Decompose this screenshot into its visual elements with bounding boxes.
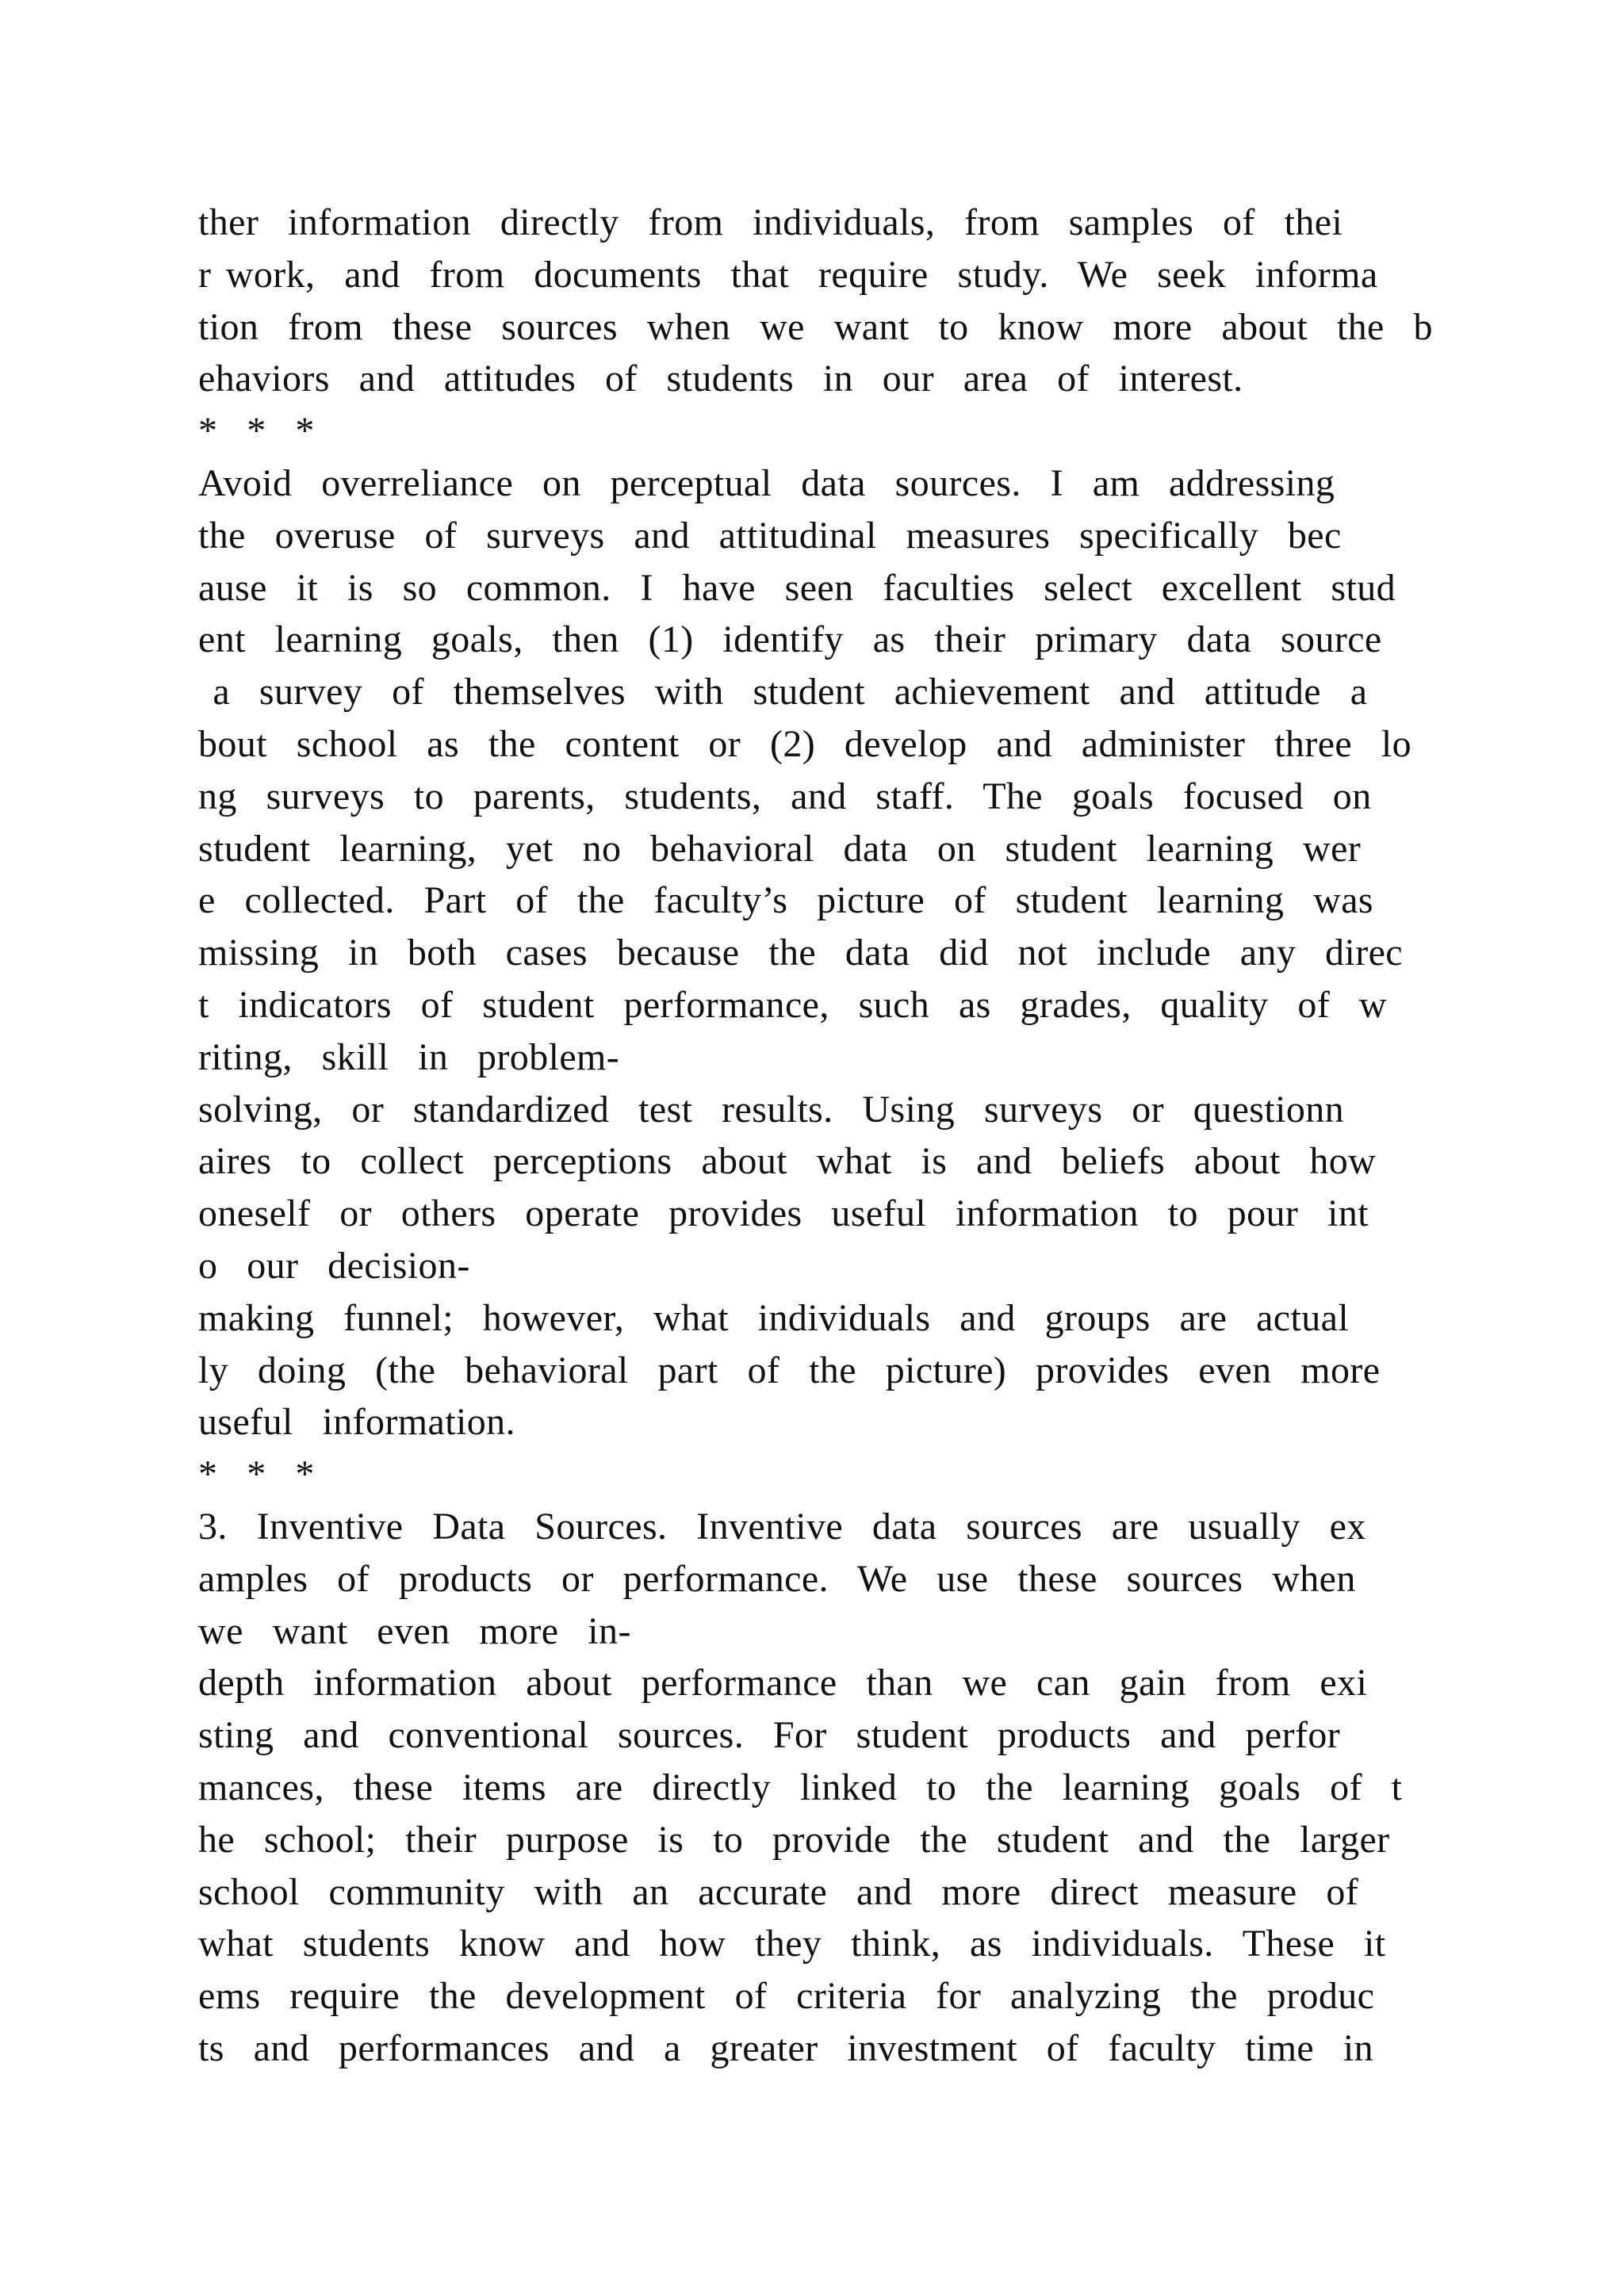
- text-line-1: ther information directly from individuals, from samples of thei: [198, 201, 1343, 243]
- text-line-7: the overuse of surveys and attitudinal measures specifically bec: [198, 514, 1342, 557]
- text-line-30: sting and conventional sources. For student products and perfor: [198, 1714, 1341, 1757]
- text-line-3: tion from these sources when we want to know more about the b: [198, 305, 1433, 348]
- text-line-33: school community with an accurate and more direct measure of: [198, 1870, 1359, 1913]
- text-line-20: oneself or others operate provides useful information to pour int: [198, 1192, 1369, 1235]
- text-line-11: bout school as the content or (2) develop and administer three lo: [198, 722, 1412, 765]
- text-line-36: ts and performances and a greater investment of faculty time in: [198, 2026, 1374, 2069]
- text-line-8: ause it is so common. I have seen faculties select excellent stud: [198, 566, 1396, 609]
- text-line-26: 3. Inventive Data Sources. Inventive data sources are usually ex: [198, 1505, 1366, 1548]
- text-line-16: t indicators of student performance, such as grades, quality of w: [198, 983, 1387, 1026]
- text-line-2: r work, and from documents that require study. We seek informa: [198, 253, 1378, 296]
- text-line-6: Avoid overreliance on perceptual data sources. I am addressing: [198, 461, 1335, 504]
- text-line-27: amples of products or performance. We use these sources when: [198, 1557, 1356, 1600]
- text-line-4: ehaviors and attitudes of students in our area of interest.: [198, 358, 1243, 400]
- text-line-35: ems require the development of criteria for analyzing the produc: [198, 1975, 1375, 2018]
- body-text: [198, 197, 1451, 2075]
- text-line-19: aires to collect perceptions about what is and beliefs about how: [198, 1140, 1377, 1183]
- text-line-13: student learning, yet no behavioral data on student learning wer: [198, 827, 1362, 870]
- text-line-17: riting, skill in problem-: [198, 1035, 620, 1078]
- text-line-29: depth information about performance than we can gain from exi: [198, 1662, 1368, 1705]
- text-line-15: missing in both cases because the data did not include any direc: [198, 932, 1403, 974]
- section-separator: * * *: [198, 1453, 315, 1496]
- text-line-24: useful information.: [198, 1401, 515, 1444]
- text-line-12: ng surveys to parents, students, and staff. The goals focused on: [198, 775, 1372, 817]
- text-line-10: a survey of themselves with student achievement and attitude a: [198, 671, 1368, 714]
- text-line-34: what students know and how they think, as individuals. These it: [198, 1923, 1386, 1965]
- text-line-18: solving, or standardized test results. Using surveys or questionn: [198, 1088, 1345, 1131]
- text-line-31: mances, these items are directly linked to the learning goals of t: [198, 1766, 1403, 1808]
- text-line-23: ly doing (the behavioral part of the picture) provides even more: [198, 1349, 1381, 1391]
- section-separator: * * *: [198, 410, 315, 453]
- text-line-9: ent learning goals, then (1) identify as their primary data source: [198, 618, 1382, 661]
- text-line-14: e collected. Part of the faculty’s picture of student learning was: [198, 879, 1373, 922]
- text-line-21: o our decision-: [198, 1244, 470, 1287]
- text-line-28: we want even more in-: [198, 1609, 631, 1652]
- text-line-32: he school; their purpose is to provide the student and the larger: [198, 1818, 1390, 1861]
- text-line-22: making funnel; however, what individuals and groups are actual: [198, 1296, 1350, 1339]
